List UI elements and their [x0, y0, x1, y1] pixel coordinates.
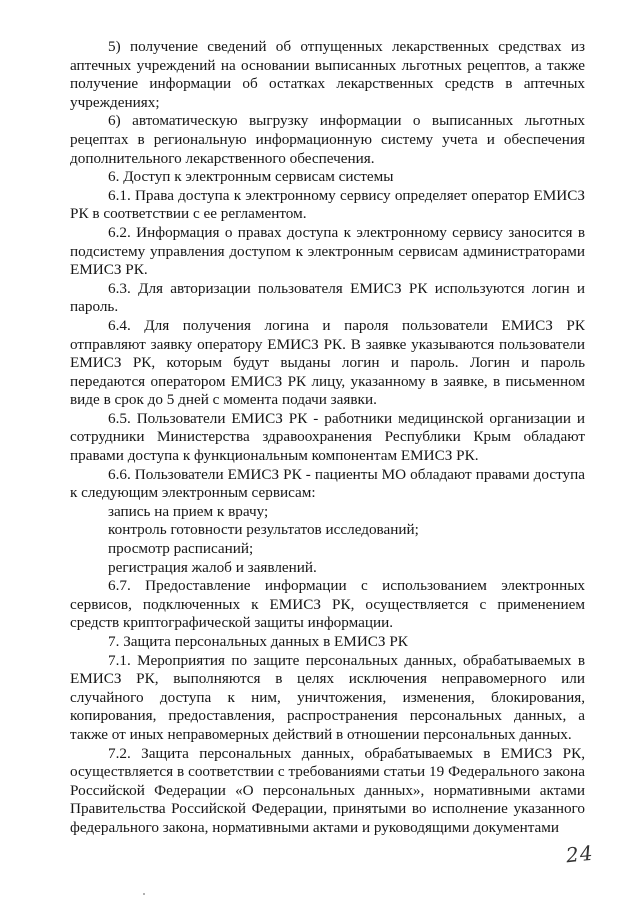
paragraph-item-5: 5) получение сведений об отпущенных лекарственных средствах из аптечных учреждений на основании выписанных льготных рецептов, а также получение информации об остатках лекарственных средств в аптечных учреждениях;	[70, 38, 585, 111]
scan-speck	[143, 893, 145, 895]
paragraph-6-3: 6.3. Для авторизации пользователя ЕМИСЗ РК используются логин и пароль.	[70, 279, 585, 316]
paragraph-6-5: 6.5. Пользователи ЕМИСЗ РК - работники медицинской организации и сотрудники Министерства здравоохранения Республики Крым обладают правами доступа к функциональным компонентам ЕМИСЗ РК.	[70, 409, 585, 465]
paragraph-6-7: 6.7. Предоставление информации с использованием электронных сервисов, подключенных к ЕМИСЗ РК, осуществляется с применением средств криптографической защиты информации.	[70, 577, 585, 632]
paragraph-item-6: 6) автоматическую выгрузку информации о выписанных льготных рецептах в региональную информационную систему учета и обеспечения дополнительного лекарственного обеспечения.	[70, 112, 585, 167]
paragraph-6-2: 6.2. Информация о правах доступа к электронному сервису заносится в подсистему управления доступом к электронным сервисам администраторами ЕМИСЗ РК.	[70, 223, 585, 279]
section-heading-7: 7. Защита персональных данных в ЕМИСЗ РК	[108, 633, 408, 650]
list-item: запись на прием к врачу;	[108, 502, 269, 520]
list-item: просмотр расписаний;	[108, 540, 254, 558]
paragraph-6-1: 6.1. Права доступа к электронному сервису определяет оператор ЕМИСЗ РК в соответствии с ее регламентом.	[70, 186, 585, 223]
paragraph-6-6: 6.6. Пользователи ЕМИСЗ РК - пациенты МО обладают правами доступа к следующим электронным сервисам:	[70, 465, 585, 502]
page-number: 24	[564, 840, 595, 868]
document-body	[70, 38, 585, 838]
section-heading-6: 6. Доступ к электронным сервисам системы	[108, 168, 394, 186]
list-item: регистрация жалоб и заявлений.	[108, 558, 317, 576]
paragraph-7-1: 7.1. Мероприятия по защите персональных данных, обрабатываемых в ЕМИСЗ РК, выполняются в целях исключения неправомерного или случайного доступа к ним, уничтожения, изменения, блокирования, копирования, предоставления, распространения персональных данных, а также от иных неправомерных действий в отношении персональных данных.	[70, 651, 585, 743]
list-item: контроль готовности результатов исследований;	[108, 521, 419, 539]
paragraph-7-2: 7.2. Защита персональных данных, обрабатываемых в ЕМИСЗ РК, осуществляется в соответствии с требованиями статьи 19 Федерального закона Российской Федерации «О персональных данных», нормативными актами Правительства Российской Федерации, принятыми во исполнение указанного федерального закона, нормативными актами и руководящими документами	[70, 744, 585, 836]
paragraph-6-4: 6.4. Для получения логина и пароля пользователи ЕМИСЗ РК отправляют заявку оператору ЕМИСЗ РК. В заявке указываются пользователи ЕМИСЗ РК, которым будут выданы логин и пароль. Логин и пароль передаются оператором ЕМИСЗ РК лицу, указанному в заявке, в письменном виде в срок до 5 дней с момента подачи заявки.	[70, 316, 585, 409]
